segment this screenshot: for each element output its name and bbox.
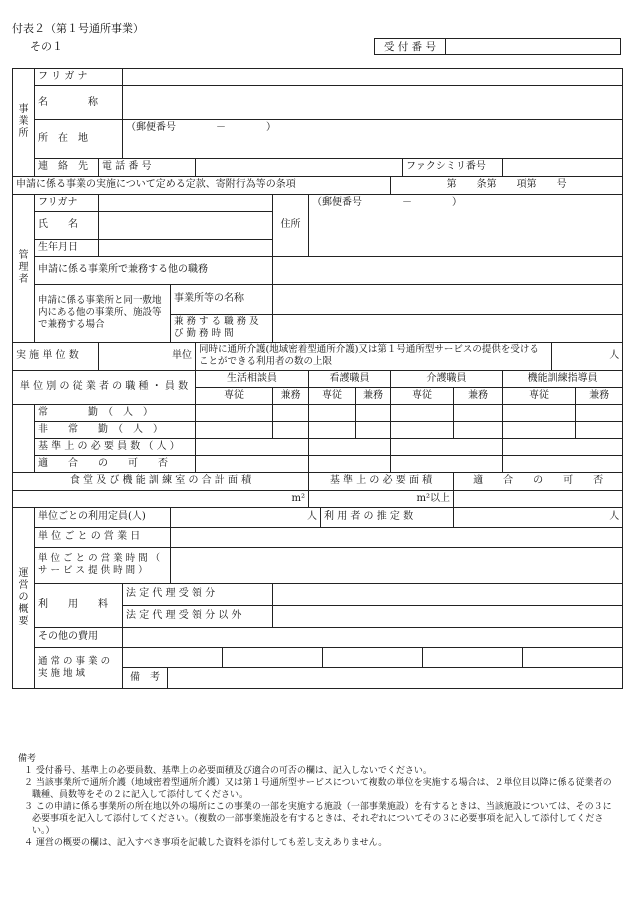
- staff-row-label: 適 合 の 可 否: [35, 455, 196, 472]
- operation-estimate-field[interactable]: 人: [454, 507, 623, 527]
- staff-concurrent-header: 兼務: [356, 387, 391, 404]
- operation-capacity-label: 単位ごとの利用定員(人): [35, 507, 171, 527]
- operation-hours-field[interactable]: [171, 547, 623, 583]
- staff-role-caregiver: 介護職員: [391, 370, 503, 387]
- region-remark-field[interactable]: [168, 668, 622, 688]
- manager-site-name-field[interactable]: [273, 284, 623, 314]
- office-furigana-field[interactable]: [123, 69, 623, 86]
- office-tel-field[interactable]: [196, 158, 403, 176]
- operation-fee-label: 利 用 料: [35, 583, 123, 627]
- manager-site-duty-field[interactable]: [273, 314, 623, 342]
- operation-days-label: 単 位 ご と の 営 業 日: [35, 527, 171, 547]
- manager-site-duty-label: 兼 務 す る 職 務 及 び 勤 務 時 間: [171, 314, 273, 342]
- staff-role-counselor: 生活相談員: [196, 370, 309, 387]
- operation-capacity-field[interactable]: 人: [171, 507, 321, 527]
- staff-dedicated-header: 専従: [196, 387, 273, 404]
- office-name-label: 名 称: [35, 86, 123, 120]
- receipt-box: [374, 38, 621, 55]
- application-form: [12, 68, 623, 689]
- regulation-value[interactable]: 第 条第 項第 号: [391, 176, 623, 194]
- operation-legal-field[interactable]: [273, 583, 623, 605]
- note-item: ３ この申請に係る事業所の所在地以外の場所にこの事業の一部を実施する施設（一部事業施設）を有するときは、当該施設については、その３に必要事項を記入して添付してください。（複数の一部事業施設を有するときは、それぞれについてその３に必要事項を記入して添付してください。）: [24, 802, 612, 836]
- area-conform-label: 適 合 の 可 否: [454, 472, 623, 490]
- form-subtitle: その１: [30, 40, 63, 53]
- manager-birth-label: 生年月日: [35, 239, 99, 256]
- form-title: 付表２（第１号通所事業）: [12, 22, 144, 35]
- manager-name-label: 氏 名: [35, 211, 99, 239]
- staff-row-label: 常 勤 （ 人 ）: [35, 404, 196, 421]
- office-fax-label: ファクシミリ番号: [403, 158, 503, 176]
- receipt-label: 受 付 番 号: [375, 39, 446, 55]
- units-field[interactable]: 単位: [99, 342, 196, 370]
- manager-address-field[interactable]: [309, 211, 623, 256]
- area-required-label: 基 準 上 の 必 要 面 積: [309, 472, 454, 490]
- operation-nonlegal-field[interactable]: [273, 605, 623, 627]
- region-remark-label: 備 考: [123, 668, 168, 688]
- manager-birth-field[interactable]: [99, 239, 273, 256]
- area-conform-field[interactable]: [454, 490, 623, 507]
- manager-site-name-label: 事業所等の名称: [171, 284, 273, 314]
- staff-concurrent-header: 兼務: [576, 387, 623, 404]
- manager-furigana-label: フリガナ: [35, 194, 99, 211]
- operation-other-fee-field[interactable]: [123, 627, 623, 647]
- operation-region-label: 通 常 の 事 業 の 実 施 地 域: [35, 647, 123, 688]
- manager-section: 管 理 者: [13, 194, 35, 342]
- region-field-3[interactable]: [323, 648, 423, 667]
- region-field-1[interactable]: [123, 648, 223, 667]
- staff-label: 単 位 別 の 従 業 者 の 職 種 ・ 員 数: [13, 370, 196, 404]
- operation-estimate-label: 利 用 者 の 推 定 数: [321, 507, 454, 527]
- staff-role-trainer: 機能訓練指導員: [503, 370, 623, 387]
- staff-row-label: 基 準 上 の 必 要 員 数 （ 人 ）: [35, 438, 196, 455]
- staff-concurrent-header: 兼務: [454, 387, 503, 404]
- note-item: ４ 運営の概要の欄は、記入すべき事項を記載した資料を添付しても差し支えありません。: [24, 838, 388, 848]
- office-address-label: 所 在 地: [35, 120, 123, 159]
- manager-postal: （郵便番号 － ）: [309, 194, 623, 211]
- note-item: １ 受付番号、基準上の必要員数、基準上の必要面積及び適合の可否の欄は、記入しないでください。: [24, 766, 432, 776]
- operation-days-field[interactable]: [171, 527, 623, 547]
- operation-hours-label: 単 位 ご と の 営 業 時 間 （ サ ー ビ ス 提 供 時 間 ）: [35, 547, 171, 583]
- office-fax-field[interactable]: [503, 158, 623, 176]
- regulation-label: 申請に係る事業の実施について定める定款、寄附行為等の条項: [13, 176, 391, 194]
- manager-other-duty-label: 申請に係る事業所で兼務する他の職務: [35, 256, 273, 284]
- manager-other-site-label: 申請に係る事業所と同一敷地内にある他の事業所、施設等で兼務する場合: [35, 284, 171, 342]
- operation-legal-label: 法 定 代 理 受 領 分: [123, 583, 273, 605]
- area-total-label: 食 堂 及 び 機 能 訓 練 室 の 合 計 面 積: [13, 472, 309, 490]
- units-label: 実 施 単 位 数: [13, 342, 99, 370]
- region-field-2[interactable]: [223, 648, 323, 667]
- manager-other-duty-field[interactable]: [273, 256, 623, 284]
- operation-other-fee-label: その他の費用: [35, 627, 123, 647]
- notes: [18, 753, 618, 849]
- notes-title: 備考: [18, 754, 37, 764]
- office-address-field[interactable]: [123, 136, 623, 158]
- staff-row-label: 非 常 勤 （ 人 ）: [35, 421, 196, 438]
- operation-nonlegal-label: 法 定 代 理 受 領 分 以 外: [123, 605, 273, 627]
- office-postal: （郵便番号 － ）: [123, 120, 623, 137]
- office-tel-label: 電 話 番 号: [99, 158, 196, 176]
- office-furigana-label: フ リ ガ ナ: [35, 69, 123, 86]
- region-field-5[interactable]: [523, 648, 622, 667]
- office-contact-label: 連 絡 先: [35, 158, 99, 176]
- area-required-field[interactable]: m²以上: [309, 490, 454, 507]
- operation-section: 運 営 の 概 要: [13, 507, 35, 688]
- staff-role-nurse: 看護職員: [309, 370, 391, 387]
- office-name-field[interactable]: [123, 86, 623, 120]
- manager-furigana-field[interactable]: [99, 194, 273, 211]
- region-field-4[interactable]: [423, 648, 523, 667]
- office-section: 事 業 所: [13, 69, 35, 177]
- staff-dedicated-header: 専従: [503, 387, 576, 404]
- staff-concurrent-header: 兼務: [273, 387, 309, 404]
- area-total-field[interactable]: m²: [13, 490, 309, 507]
- receipt-number-field[interactable]: [446, 39, 621, 55]
- staff-dedicated-header: 専従: [391, 387, 454, 404]
- staff-dedicated-header: 専従: [309, 387, 356, 404]
- units-capacity-label: 同時に通所介護(地域密着型通所介護)又は第１号通所型サービスの提供を受けることができる利用者の数の上限: [196, 342, 552, 370]
- note-item: ２ 当該事業所で通所介護（地域密着型通所介護）又は第１号通所型サービスについて複数の単位を実施する場合は、２単位目以降に係る従業者の職種、員数等をその２に記入して添付してください。: [24, 778, 612, 800]
- manager-address-label: 住所: [273, 194, 309, 256]
- manager-name-field[interactable]: [99, 211, 273, 239]
- units-capacity-field[interactable]: 人: [552, 342, 623, 370]
